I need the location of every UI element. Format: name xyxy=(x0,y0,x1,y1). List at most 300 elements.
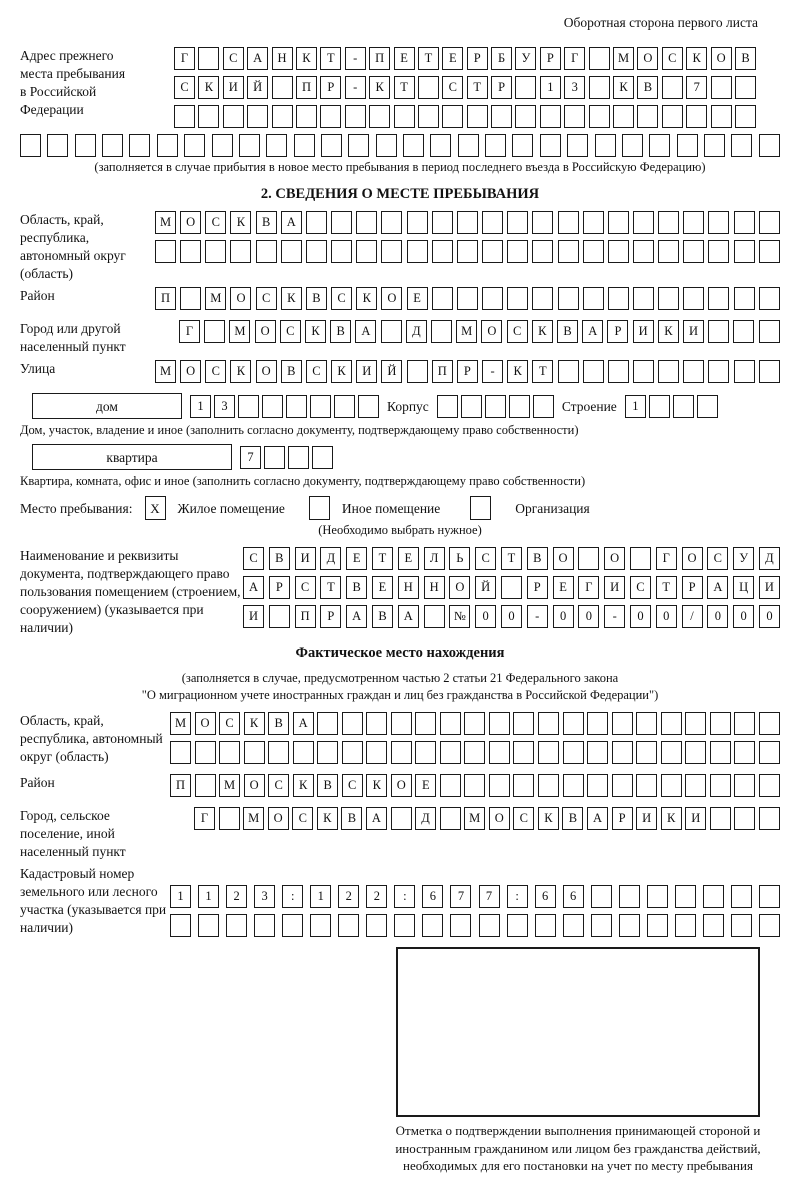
char-cell: В xyxy=(562,807,583,830)
char-cell: С xyxy=(205,360,226,383)
char-cell xyxy=(440,774,461,797)
char-cell xyxy=(317,712,338,735)
char-cell: Т xyxy=(372,547,393,570)
char-cell xyxy=(437,395,458,418)
city-label: Город или другой населенный пункт xyxy=(20,321,126,354)
char-cell xyxy=(587,741,608,764)
char-cell xyxy=(204,320,225,343)
char-cell: 7 xyxy=(240,446,261,469)
char-cell: А xyxy=(243,576,264,599)
char-cell xyxy=(461,395,482,418)
house-row xyxy=(20,393,780,419)
char-cell: О xyxy=(391,774,412,797)
char-cell: С xyxy=(662,47,683,70)
char-cell: И xyxy=(759,576,780,599)
char-cell: К xyxy=(532,320,553,343)
char-cell: С xyxy=(513,807,534,830)
char-cell: Е xyxy=(442,47,463,70)
stay-option-other-checkbox[interactable] xyxy=(309,496,330,520)
korpus-label: Корпус xyxy=(387,398,429,414)
char-cell xyxy=(647,885,668,908)
char-cell xyxy=(633,240,654,263)
char-cell xyxy=(734,240,755,263)
char-cell xyxy=(661,712,682,735)
char-cell xyxy=(759,287,780,310)
char-cell: С xyxy=(475,547,496,570)
char-cell xyxy=(331,211,352,234)
char-cell xyxy=(515,76,536,99)
char-cell: В xyxy=(341,807,362,830)
char-cell: 0 xyxy=(553,605,574,628)
prev-address-label: Адрес прежнего места пребывания в Российской Федерации xyxy=(20,48,126,117)
char-cell: Р xyxy=(320,605,341,628)
char-cell: О xyxy=(381,287,402,310)
char-cell: Р xyxy=(457,360,478,383)
prev-address-grid-4 xyxy=(20,134,780,157)
char-cell xyxy=(394,105,415,128)
char-cell xyxy=(675,885,696,908)
char-cell xyxy=(608,360,629,383)
char-cell: К xyxy=(366,774,387,797)
char-cell xyxy=(563,914,584,937)
char-cell xyxy=(647,914,668,937)
char-cell xyxy=(366,712,387,735)
char-cell: О xyxy=(195,712,216,735)
char-cell xyxy=(195,774,216,797)
char-cell xyxy=(226,914,247,937)
char-cell xyxy=(513,712,534,735)
char-cell: Р xyxy=(467,47,488,70)
char-cell xyxy=(636,712,657,735)
char-cell xyxy=(418,76,439,99)
rayon-block xyxy=(20,287,780,316)
char-cell: 7 xyxy=(479,885,500,908)
char-cell xyxy=(649,134,670,157)
char-cell: П xyxy=(170,774,191,797)
char-cell: А xyxy=(293,712,314,735)
char-cell: 0 xyxy=(656,605,677,628)
char-cell xyxy=(583,287,604,310)
kadastr-grid-1 xyxy=(170,885,780,908)
char-cell: С xyxy=(295,576,316,599)
char-cell xyxy=(563,712,584,735)
char-cell xyxy=(288,446,309,469)
char-cell xyxy=(662,76,683,99)
char-cell xyxy=(440,712,461,735)
char-cell: 6 xyxy=(422,885,443,908)
char-cell xyxy=(491,105,512,128)
char-cell xyxy=(431,320,452,343)
char-cell: А xyxy=(366,807,387,830)
char-cell xyxy=(710,774,731,797)
char-cell: Г xyxy=(564,47,585,70)
char-cell: А xyxy=(398,605,419,628)
char-cell xyxy=(212,134,233,157)
char-cell xyxy=(630,547,651,570)
char-cell: 7 xyxy=(686,76,707,99)
char-cell xyxy=(155,240,176,263)
char-cell xyxy=(170,914,191,937)
char-cell: 1 xyxy=(190,395,211,418)
char-cell xyxy=(759,885,780,908)
char-cell xyxy=(321,134,342,157)
char-cell: Р xyxy=(540,47,561,70)
char-cell xyxy=(464,712,485,735)
char-cell xyxy=(342,741,363,764)
char-cell: С xyxy=(280,320,301,343)
char-cell: Т xyxy=(656,576,677,599)
char-cell xyxy=(540,134,561,157)
char-cell: А xyxy=(346,605,367,628)
char-cell xyxy=(563,741,584,764)
stay-option-organization-checkbox[interactable] xyxy=(470,496,491,520)
house-box: дом xyxy=(32,393,182,419)
char-cell xyxy=(591,914,612,937)
prev-address-footnote: (заполняется в случае прибытия в новое место пребывания в период последнего въезда в Российскую Федерацию) xyxy=(94,160,706,174)
char-cell xyxy=(482,211,503,234)
char-cell xyxy=(338,914,359,937)
korpus-grid xyxy=(437,395,554,418)
char-cell: Г xyxy=(578,576,599,599)
char-cell: Ц xyxy=(733,576,754,599)
char-cell: Д xyxy=(320,547,341,570)
char-cell: И xyxy=(636,807,657,830)
char-cell: К xyxy=(198,76,219,99)
char-cell: В xyxy=(330,320,351,343)
char-cell xyxy=(432,287,453,310)
char-cell xyxy=(613,105,634,128)
char-cell xyxy=(583,211,604,234)
char-cell: Р xyxy=(607,320,628,343)
char-cell: В xyxy=(557,320,578,343)
kadastr-label: Кадастровый номер земельного или лесного участка (указывается при наличии) xyxy=(20,866,167,935)
char-cell: Р xyxy=(269,576,290,599)
char-cell xyxy=(587,774,608,797)
char-cell xyxy=(532,287,553,310)
char-cell xyxy=(282,914,303,937)
char-cell: С xyxy=(223,47,244,70)
page-side-note: Оборотная сторона первого листа xyxy=(563,15,758,30)
apartment-number-grid xyxy=(240,446,333,469)
char-cell xyxy=(708,320,729,343)
char-cell xyxy=(442,105,463,128)
char-cell: С xyxy=(306,360,327,383)
char-cell xyxy=(391,741,412,764)
apartment-box: квартира xyxy=(32,444,232,470)
char-cell: 0 xyxy=(733,605,754,628)
char-cell: - xyxy=(345,47,366,70)
char-cell: А xyxy=(587,807,608,830)
char-cell: М xyxy=(243,807,264,830)
char-cell xyxy=(184,134,205,157)
char-cell: П xyxy=(155,287,176,310)
char-cell: К xyxy=(613,76,634,99)
char-cell xyxy=(369,105,390,128)
char-cell xyxy=(538,774,559,797)
char-cell: - xyxy=(604,605,625,628)
char-cell: О xyxy=(230,287,251,310)
char-cell xyxy=(538,712,559,735)
char-cell xyxy=(457,211,478,234)
fact-rayon-block xyxy=(20,774,780,803)
char-cell xyxy=(286,395,307,418)
char-cell xyxy=(759,134,780,157)
char-cell: О xyxy=(268,807,289,830)
char-cell xyxy=(403,134,424,157)
char-cell: И xyxy=(633,320,654,343)
char-cell: В xyxy=(306,287,327,310)
stay-type-row xyxy=(20,496,780,520)
stay-option-residential-label: Жилое помещение xyxy=(177,500,285,516)
char-cell xyxy=(381,320,402,343)
char-cell xyxy=(407,240,428,263)
char-cell: Й xyxy=(475,576,496,599)
char-cell xyxy=(734,211,755,234)
char-cell xyxy=(507,240,528,263)
stamp-caption: Отметка о подтверждении выполнения принимающей стороной и иностранным гражданином или лицом без гражданства действий, необходимых для его постановки на учет по месту пребывания xyxy=(395,1123,761,1173)
char-cell xyxy=(272,105,293,128)
char-cell xyxy=(268,741,289,764)
char-cell xyxy=(464,741,485,764)
char-cell: 1 xyxy=(170,885,191,908)
char-cell: В xyxy=(317,774,338,797)
char-cell xyxy=(734,741,755,764)
kadastr-grid-2 xyxy=(170,914,780,937)
char-cell xyxy=(686,105,707,128)
char-cell xyxy=(619,914,640,937)
char-cell: Д xyxy=(759,547,780,570)
char-cell xyxy=(589,105,610,128)
char-cell xyxy=(334,395,355,418)
char-cell xyxy=(622,134,643,157)
char-cell xyxy=(685,741,706,764)
char-cell xyxy=(587,712,608,735)
char-cell xyxy=(704,134,725,157)
char-cell xyxy=(567,134,588,157)
char-cell xyxy=(195,741,216,764)
char-cell xyxy=(563,774,584,797)
char-cell: А xyxy=(707,576,728,599)
char-cell xyxy=(317,741,338,764)
char-cell: 1 xyxy=(625,395,646,418)
char-cell xyxy=(223,105,244,128)
char-cell: № xyxy=(449,605,470,628)
char-cell: 2 xyxy=(338,885,359,908)
char-cell: Д xyxy=(406,320,427,343)
char-cell: Г xyxy=(194,807,215,830)
char-cell xyxy=(310,914,331,937)
char-cell xyxy=(608,211,629,234)
char-cell: А xyxy=(281,211,302,234)
char-cell xyxy=(296,105,317,128)
char-cell xyxy=(129,134,150,157)
char-cell xyxy=(479,914,500,937)
char-cell xyxy=(710,712,731,735)
char-cell xyxy=(262,395,283,418)
fact-note-2: "О миграционном учете иностранных граждан и лиц без гражданства в Российской Федерации") xyxy=(141,688,659,702)
char-cell: Г xyxy=(174,47,195,70)
char-cell xyxy=(489,712,510,735)
char-cell: 1 xyxy=(540,76,561,99)
char-cell xyxy=(759,360,780,383)
char-cell xyxy=(507,914,528,937)
char-cell xyxy=(513,741,534,764)
char-cell xyxy=(649,395,670,418)
char-cell xyxy=(708,287,729,310)
char-cell: С xyxy=(205,211,226,234)
prev-address-grid-3 xyxy=(174,105,756,128)
stay-type-label: Место пребывания: xyxy=(20,500,133,516)
char-cell xyxy=(512,134,533,157)
char-cell: И xyxy=(223,76,244,99)
fact-rayon-grid xyxy=(170,774,780,797)
fact-note-1: (заполняется в случае, предусмотренном частью 2 статьи 21 Федерального закона xyxy=(181,671,619,685)
stay-option-other-label: Иное помещение xyxy=(341,500,441,516)
char-cell: К xyxy=(317,807,338,830)
char-cell: Н xyxy=(398,576,419,599)
char-cell: Б xyxy=(491,47,512,70)
char-cell xyxy=(578,547,599,570)
char-cell: 6 xyxy=(563,885,584,908)
char-cell xyxy=(540,105,561,128)
char-cell xyxy=(358,395,379,418)
char-cell: М xyxy=(205,287,226,310)
city-grid xyxy=(179,320,780,343)
char-cell: М xyxy=(219,774,240,797)
char-cell xyxy=(532,211,553,234)
stay-option-residential-checkbox[interactable]: X xyxy=(145,496,166,520)
char-cell xyxy=(591,885,612,908)
char-cell: О xyxy=(180,360,201,383)
char-cell: В xyxy=(346,576,367,599)
char-cell xyxy=(558,287,579,310)
char-cell xyxy=(489,741,510,764)
char-cell: В xyxy=(281,360,302,383)
char-cell xyxy=(348,134,369,157)
char-cell xyxy=(432,240,453,263)
char-cell xyxy=(272,76,293,99)
char-cell: В xyxy=(527,547,548,570)
kadastr-block xyxy=(20,865,780,943)
char-cell: В xyxy=(372,605,393,628)
char-cell xyxy=(174,105,195,128)
fact-city-block xyxy=(20,807,780,861)
char-cell: Р xyxy=(320,76,341,99)
char-cell: 3 xyxy=(254,885,275,908)
char-cell: О xyxy=(682,547,703,570)
char-cell xyxy=(661,774,682,797)
char-cell xyxy=(633,287,654,310)
char-cell: Ь xyxy=(449,547,470,570)
char-cell: Е xyxy=(553,576,574,599)
char-cell: И xyxy=(356,360,377,383)
char-cell xyxy=(264,446,285,469)
char-cell xyxy=(658,240,679,263)
char-cell: С xyxy=(331,287,352,310)
char-cell xyxy=(683,211,704,234)
city-block xyxy=(20,320,780,356)
oblast-grid-2 xyxy=(155,240,780,263)
char-cell: О xyxy=(489,807,510,830)
char-cell xyxy=(658,360,679,383)
char-cell xyxy=(20,134,41,157)
char-cell xyxy=(293,741,314,764)
char-cell xyxy=(157,134,178,157)
char-cell: Г xyxy=(656,547,677,570)
char-cell: К xyxy=(356,287,377,310)
char-cell xyxy=(612,741,633,764)
char-cell: К xyxy=(331,360,352,383)
char-cell xyxy=(356,211,377,234)
char-cell: П xyxy=(369,47,390,70)
char-cell xyxy=(675,914,696,937)
char-cell: 1 xyxy=(310,885,331,908)
char-cell xyxy=(583,360,604,383)
char-cell xyxy=(734,807,755,830)
char-cell xyxy=(633,360,654,383)
char-cell: А xyxy=(247,47,268,70)
char-cell: Г xyxy=(179,320,200,343)
char-cell: С xyxy=(707,547,728,570)
char-cell xyxy=(102,134,123,157)
char-cell: А xyxy=(582,320,603,343)
char-cell: О xyxy=(711,47,732,70)
char-cell xyxy=(507,287,528,310)
char-cell xyxy=(418,105,439,128)
char-cell: М xyxy=(229,320,250,343)
char-cell: Е xyxy=(398,547,419,570)
char-cell xyxy=(180,240,201,263)
char-cell xyxy=(759,240,780,263)
stroenie-grid xyxy=(625,395,718,418)
char-cell: Й xyxy=(381,360,402,383)
char-cell xyxy=(485,134,506,157)
char-cell xyxy=(733,320,754,343)
char-cell: Т xyxy=(320,47,341,70)
char-cell xyxy=(608,287,629,310)
char-cell xyxy=(589,47,610,70)
char-cell xyxy=(735,76,756,99)
char-cell xyxy=(247,105,268,128)
char-cell xyxy=(619,885,640,908)
char-cell xyxy=(685,712,706,735)
char-cell xyxy=(683,360,704,383)
char-cell: Е xyxy=(407,287,428,310)
char-cell xyxy=(710,741,731,764)
char-cell: Д xyxy=(415,807,436,830)
char-cell: О xyxy=(255,320,276,343)
char-cell: Е xyxy=(394,47,415,70)
char-cell: 3 xyxy=(214,395,235,418)
fact-city-label: Город, сельское поселение, иной населенный пункт xyxy=(20,808,126,859)
char-cell xyxy=(558,360,579,383)
char-cell: : xyxy=(394,885,415,908)
oblast-block xyxy=(20,211,780,283)
char-cell xyxy=(464,774,485,797)
char-cell xyxy=(170,741,191,764)
char-cell: Т xyxy=(501,547,522,570)
char-cell: У xyxy=(733,547,754,570)
char-cell: Е xyxy=(346,547,367,570)
char-cell xyxy=(432,211,453,234)
char-cell xyxy=(759,712,780,735)
prev-address-grid-2 xyxy=(174,76,756,99)
char-cell: О xyxy=(604,547,625,570)
char-cell: / xyxy=(682,605,703,628)
char-cell xyxy=(636,774,657,797)
char-cell xyxy=(180,287,201,310)
char-cell: К xyxy=(686,47,707,70)
